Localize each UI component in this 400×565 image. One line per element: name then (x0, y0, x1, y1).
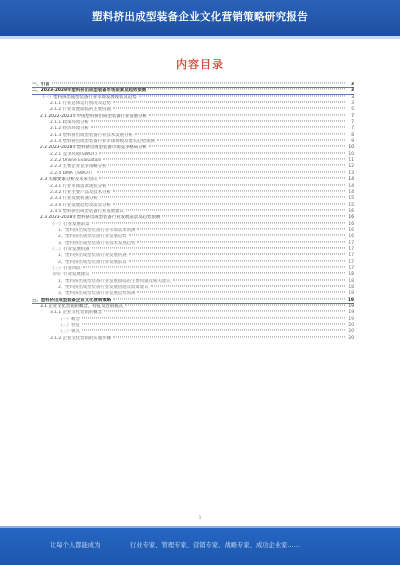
toc-entry-page: 19 (348, 304, 354, 310)
toc-leader-dots (83, 266, 345, 267)
toc-entry-page: 19 (347, 297, 354, 303)
toc-entry-label: 3.1 企业文化营销的概念、特征及营销模式 (40, 304, 124, 310)
toc-leader-dots (129, 254, 345, 255)
toc-entry-page: 10 (348, 145, 354, 151)
toc-entry-page: 3 (351, 101, 354, 107)
toc-leader-dots (157, 139, 345, 140)
toc-entry-label: 2.2.4 DMA（SWOT） (50, 170, 95, 176)
header-accent-line (0, 36, 400, 39)
toc-entry-label: （一）塑料挤出成型装备行业市场发展现状及趋势 (40, 94, 137, 100)
toc-entry-label: 三、塑料挤出成型装备企业文化营销策略 (32, 297, 112, 303)
toc-leader-dots (108, 184, 345, 185)
toc-entry-label: 2.1 2022-2023年中国塑料挤出成型装备行业发展分析 (40, 113, 147, 119)
toc-entry-page: 15 (348, 196, 354, 202)
toc-entry-page: 3 (351, 94, 354, 100)
table-of-contents (32, 82, 354, 532)
toc-leader-dots (113, 101, 345, 102)
toc-entry-label: （一）行业发展前景 (50, 221, 90, 227)
toc-leader-dots (125, 304, 345, 305)
toc-leader-dots (148, 89, 345, 90)
toc-entry[interactable] (32, 336, 354, 342)
toc-entry-label: 3.1.2 企业文化营销的实施步骤 (50, 335, 111, 341)
toc-entry-label: 1、塑料挤出成型装备行业发展面临的主要问题及相关建议 (58, 278, 171, 284)
toc-entry-label: 2.3.3 行业发展机遇分析 (50, 196, 98, 202)
toc-leader-dots (137, 241, 345, 242)
toc-leader-dots (100, 197, 345, 198)
toc-entry-page: 14 (348, 177, 354, 183)
toc-entry-label: 2.3.4 行业发展趋势及前景分析 (50, 202, 111, 208)
toc-entry-label: （四）行业发展建议 (50, 272, 90, 278)
toc-entry-page: 9 (351, 139, 354, 145)
toc-entry-label: 2、塑料挤出成型装备行业发展措施及政策建议 (58, 285, 149, 290)
toc-leader-dots (149, 114, 345, 115)
toc-entry-page: 14 (348, 183, 354, 189)
toc-entry-page: 7 (351, 113, 354, 119)
toc-leader-dots (129, 235, 345, 236)
toc-entry-label: 2.3.5 塑料挤出成型装备行业发展建议 (50, 208, 125, 214)
toc-leader-dots (82, 323, 345, 324)
toc-leader-dots (99, 178, 345, 179)
toc-leader-dots (113, 203, 345, 204)
toc-entry-label: 1、塑料挤出成型装备行业发展机遇 (58, 253, 127, 259)
toc-leader-dots (149, 146, 345, 147)
toc-entry-label: 2.1.3 塑料挤出成型装备行业技术发展分析 (50, 132, 133, 138)
toc-entry-page: 19 (348, 316, 354, 322)
toc-entry-label: 2.3.2 行业主要产品及技术分析 (50, 189, 111, 195)
toc-leader-dots (52, 82, 345, 83)
toc-entry-label: 二、2023-2028年塑料挤出成型装备市场前景及趋势预测 (32, 88, 147, 94)
toc-entry-page: 20 (348, 323, 354, 329)
toc-entry-label: （二）行业发展机遇 (50, 246, 90, 252)
toc-entry-label: （一）概念 (58, 316, 80, 322)
toc-leader-dots (135, 133, 345, 134)
toc-entry-label: 2.2.2 Online Evaluation (50, 158, 102, 164)
toc-leader-dots (108, 165, 345, 166)
toc-entry-page: 18 (348, 272, 354, 278)
toc-entry-page: 16 (348, 208, 354, 214)
toc-leader-dots (91, 120, 345, 121)
toc-entry-label: 2.2.1 竞争环境(SWOT) (50, 151, 97, 157)
toc-leader-dots (82, 330, 345, 331)
toc-entry-page: 13 (348, 170, 354, 176)
toc-entry-page: 16 (348, 227, 354, 233)
toc-entry-page: 18 (348, 285, 354, 290)
toc-entry-page: 8 (351, 132, 354, 138)
toc-leader-dots (113, 336, 345, 337)
toc-entry-label: 2.1.2 经济环境分析 (50, 126, 89, 132)
toc-heading: 内容目录 (176, 58, 224, 71)
toc-entry-label: 2.3.1 行业市场需求现状分析 (50, 183, 107, 189)
toc-entry-page: 14 (348, 189, 354, 195)
toc-entry-page: 17 (348, 240, 354, 246)
toc-leader-dots (173, 279, 345, 280)
toc-leader-dots (104, 311, 345, 312)
toc-entry-page: 18 (348, 278, 354, 284)
toc-leader-dots (139, 95, 345, 96)
footer-slogan-left: 让每个人都能成为 (50, 542, 101, 549)
toc-entry-label: 2.1.1 行业总体运行情况及趋势 (50, 101, 111, 107)
toc-entry-page: 7 (351, 120, 354, 126)
toc-entry-page: 19 (348, 291, 354, 297)
toc-entry-page: 5 (351, 107, 354, 113)
toc-entry-label: 1、塑料挤出成型装备行业市场需求预测 (58, 227, 136, 233)
toc-entry-page: 12 (348, 164, 354, 170)
toc-entry-label: 2.3 2023-2028年塑料挤出成型装备行业发展前景及趋势预测 (40, 215, 161, 221)
toc-entry-label: 2.1.1 政策环境分析 (50, 120, 89, 126)
toc-leader-dots (113, 190, 345, 191)
toc-leader-dots (137, 228, 345, 229)
toc-entry-label: 2.1.2 行业发展面临的主要问题 (50, 107, 111, 113)
toc-entry-label: 3.1.1 企业文化营销的概念 (50, 310, 103, 316)
toc-entry-label: 一、引言 (32, 82, 50, 87)
toc-entry-label: 2.3 关键要素分析及未来方向 (40, 177, 97, 183)
toc-entry-page: 16 (348, 215, 354, 221)
toc-entry-label: 3、塑料挤出成型装备行业技术发展趋势 (58, 240, 136, 246)
toc-entry-label: 2、塑料挤出成型装备行业发展前景 (58, 259, 127, 265)
toc-entry-page: 10 (348, 151, 354, 157)
toc-entry-page: 17 (348, 265, 354, 271)
toc-leader-dots (103, 159, 345, 160)
footer-slogan-right: 行业专家、管理专家、营销专家、战略专家、成功企业家…… (130, 542, 301, 549)
toc-entry-page: 17 (348, 253, 354, 259)
toc-entry-label: 2.1.4 塑料挤出成型装备行业市场规模及增长趋势预测 (50, 139, 155, 145)
toc-leader-dots (162, 216, 345, 217)
toc-leader-dots (137, 292, 345, 293)
page-number: 1 (198, 516, 202, 521)
toc-entry-label: （三）模式 (58, 329, 80, 335)
toc-entry-label: 2.2.3 主要企业竞争策略分析 (50, 164, 107, 170)
toc-entry-page: 3 (350, 88, 354, 94)
toc-leader-dots (126, 209, 345, 210)
toc-entry-label: （二）特征 (58, 323, 80, 329)
toc-leader-dots (91, 127, 345, 128)
toc-entry-page: 11 (348, 158, 354, 164)
toc-entry-label: 3、塑料挤出成型装备行业发展趋势预测 (58, 291, 136, 297)
toc-entry-label: 2.2 2023-2028年塑料挤出成型装备市场竞争格局分析 (40, 145, 147, 151)
report-title: 塑料挤出成型装备企业文化营销策略研究报告 (92, 11, 308, 23)
toc-entry-page: 20 (348, 329, 354, 335)
toc-leader-dots (113, 298, 345, 299)
toc-leader-dots (97, 171, 345, 172)
toc-entry-label: 2、塑料挤出成型装备行业发展趋势 (58, 234, 127, 240)
toc-entry-page: 17 (348, 259, 354, 265)
toc-entry-page: 3 (350, 82, 354, 87)
toc-entry-page: 20 (348, 335, 354, 341)
toc-entry-page: 19 (348, 310, 354, 316)
toc-entry-page: 16 (348, 234, 354, 240)
toc-leader-dots (92, 273, 345, 274)
toc-leader-dots (92, 222, 345, 223)
toc-entry-page: 17 (348, 246, 354, 252)
toc-leader-dots (99, 152, 345, 153)
toc-leader-dots (82, 317, 345, 318)
footer-accent-line (0, 526, 400, 528)
toc-leader-dots (151, 285, 345, 286)
toc-leader-dots (92, 247, 345, 248)
toc-entry-page: 7 (351, 126, 354, 132)
toc-entry-page: 16 (348, 221, 354, 227)
toc-entry-page: 15 (348, 202, 354, 208)
toc-leader-dots (129, 260, 345, 261)
toc-leader-dots (113, 108, 345, 109)
toc-entry-label: （三）行业风险 (50, 265, 81, 271)
